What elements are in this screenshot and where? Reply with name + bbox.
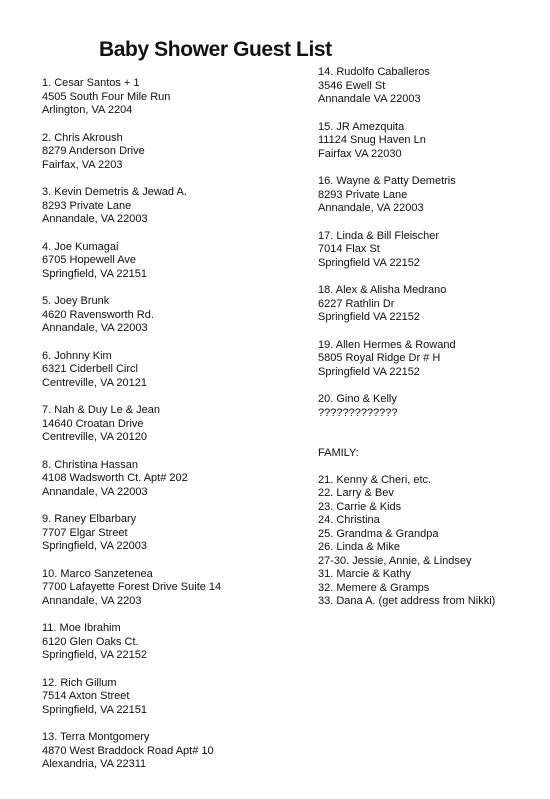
guest-name: 10. Marco Sanzetenea <box>42 567 153 580</box>
guest-name: 1. Cesar Santos + 1 <box>42 77 140 89</box>
family-item: 32. Memere & Gramps <box>318 581 430 594</box>
family-item: 21. Kenny & Cheri, etc. <box>318 473 432 486</box>
guest-city: Springfield, VA 22151 <box>42 703 147 716</box>
guest-entry <box>318 121 550 162</box>
guest-entry <box>42 622 282 663</box>
guest-city: Springfield, VA 22151 <box>42 267 147 280</box>
guest-name: 5. Joey Brunk <box>42 295 110 307</box>
guest-name: 18. Alex & Alisha Medrano <box>318 284 447 296</box>
page-title: Baby Shower Guest List <box>99 38 332 61</box>
guest-entry <box>42 513 282 554</box>
guest-entry <box>318 66 550 107</box>
guest-street: 3546 Ewell St <box>318 79 386 92</box>
guest-street: 8293 Private Lane <box>42 199 132 212</box>
guest-city: Centreville, VA 20121 <box>42 376 147 389</box>
family-list <box>318 474 550 609</box>
guest-name: 15. JR Amezquita <box>318 120 405 133</box>
guest-entry <box>42 241 282 282</box>
family-item: 22. Larry & Bev <box>318 487 394 499</box>
guest-city: Fairfax, VA 2203 <box>42 158 123 171</box>
guest-street: 7707 Elgar Street <box>42 526 128 539</box>
guest-street: 6321 Ciderbell Circl <box>42 363 138 375</box>
guest-entry <box>42 77 282 118</box>
guest-city: Springfield, VA 22152 <box>42 649 147 661</box>
guest-name: 9. Raney Elbarbary <box>42 513 137 525</box>
family-heading: FAMILY: <box>318 447 359 459</box>
guest-city: Annandale, VA 22003 <box>42 213 148 225</box>
guest-street: 4505 South Four Mile Run <box>42 90 171 103</box>
family-item: 31. Marcie & Kathy <box>318 568 411 580</box>
guest-name: 14. Rudolfo Caballeros <box>318 66 430 78</box>
guest-entry <box>42 132 282 173</box>
guest-name: 20. Gino & Kelly <box>318 393 397 405</box>
family-item: 27-30. Jessie, Annie, & Lindsey <box>318 554 472 567</box>
guest-name: 2. Chris Akroush <box>42 131 123 144</box>
guest-city: Springfield VA 22152 <box>318 365 420 378</box>
guest-name: 12. Rich Gillum <box>42 676 117 689</box>
guest-entry <box>42 404 282 445</box>
guest-street: 11124 Snug Haven Ln <box>318 134 426 146</box>
guest-entry <box>318 230 550 271</box>
guest-name: 19. Allen Hermes & Rowand <box>318 338 456 351</box>
guest-name: 8. Christina Hassan <box>42 458 138 471</box>
guest-name: 17. Linda & Bill Fleischer <box>318 229 440 242</box>
guest-entry <box>318 284 550 325</box>
guest-street: 8279 Anderson Drive <box>42 145 145 157</box>
guest-street: 6120 Glen Oaks Ct. <box>42 635 139 648</box>
guest-city: Annandale, VA 22003 <box>42 322 148 334</box>
family-item: 23. Carrie & Kids <box>318 500 402 513</box>
guest-city: Arlington, VA 2204 <box>42 104 133 116</box>
guest-name: 16. Wayne & Patty Demetris <box>318 175 456 187</box>
guest-entry <box>42 731 282 772</box>
guest-list-right <box>318 66 550 420</box>
guest-city: Annandale, VA 22003 <box>42 485 148 498</box>
guest-city: Annandale, VA 2203 <box>42 594 142 607</box>
guest-city: Alexandria, VA 22311 <box>42 758 147 770</box>
guest-street: 14640 Croatan Drive <box>42 417 144 430</box>
guest-name: 6. Johnny Kim <box>42 349 112 362</box>
guest-city: Fairfax VA 22030 <box>318 147 402 160</box>
guest-city: Springfield VA 22152 <box>318 311 420 323</box>
guest-name: 13. Terra Montgomery <box>42 731 150 743</box>
guest-column-left <box>42 77 282 786</box>
guest-name: 7. Nah & Duy Le & Jean <box>42 404 161 416</box>
guest-city: Springfield, VA 22003 <box>42 540 147 552</box>
guest-street: 4620 Ravensworth Rd. <box>42 308 154 321</box>
family-item: 26. Linda & Mike <box>318 541 400 553</box>
guest-street: 4108 Wadsworth Ct. Apt# 202 <box>42 472 188 484</box>
guest-city: Annandale VA 22003 <box>318 93 421 105</box>
guest-city: Springfield VA 22152 <box>318 256 420 269</box>
guest-entry <box>42 186 282 227</box>
guest-name: 4. Joe Kumagai <box>42 240 119 253</box>
guest-street: ????????????? <box>318 406 398 419</box>
family-item: 24. Christina <box>318 514 380 526</box>
guest-entry <box>318 393 550 420</box>
guest-street: 7014 Flax St <box>318 243 380 255</box>
guest-entry <box>318 175 550 216</box>
guest-entry <box>42 677 282 718</box>
family-item: 33. Dana A. (get address from Nikki) <box>318 595 496 607</box>
guest-entry <box>42 295 282 336</box>
guest-city: Centreville, VA 20120 <box>42 431 147 443</box>
guest-name: 3. Kevin Demetris & Jewad A. <box>42 186 187 198</box>
guest-entry <box>42 350 282 391</box>
guest-street: 6227 Rathlin Dr <box>318 297 395 310</box>
guest-street: 7700 Lafayette Forest Drive Suite 14 <box>42 581 222 593</box>
guest-column-right <box>318 66 550 609</box>
guest-street: 7514 Axton Street <box>42 690 130 702</box>
guest-city: Annandale, VA 22003 <box>318 202 424 214</box>
guest-entry <box>318 339 550 380</box>
guest-entry <box>42 568 282 609</box>
guest-name: 11. Moe Ibrahim <box>42 622 121 634</box>
guest-entry <box>42 459 282 500</box>
guest-street: 8293 Private Lane <box>318 188 408 201</box>
guest-street: 5805 Royal Ridge Dr # H <box>318 352 441 364</box>
family-item: 25. Grandma & Grandpa <box>318 527 439 540</box>
guest-street: 4870 West Braddock Road Apt# 10 <box>42 744 214 757</box>
guest-street: 6705 Hopewell Ave <box>42 254 136 266</box>
